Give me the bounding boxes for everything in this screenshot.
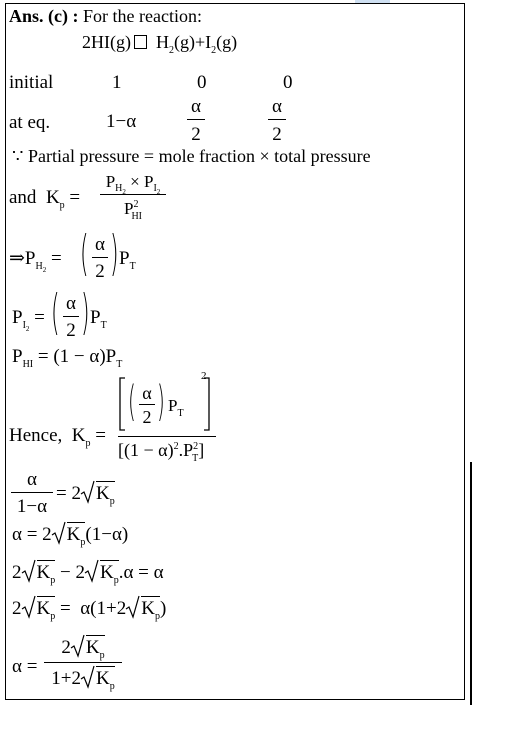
ph2-lhs: $\Rightarrow P_{H_2}$ = — [9, 248, 62, 274]
sqrt-icon — [22, 560, 36, 584]
sqrt-icon — [22, 596, 36, 620]
sqrt-icon — [71, 635, 85, 659]
eq-label: at eq. — [9, 112, 51, 133]
step5-lhs: α = — [12, 656, 38, 677]
step1-rhs: = 2 $K_p$ — [56, 483, 115, 507]
initial-hi: 1 — [112, 72, 122, 93]
pi2-pt: $P_T$ — [90, 307, 107, 331]
step5-fraction: 2 $K_p$ 1+2 $K_p$ — [44, 638, 122, 688]
reactant: 2HI(g) — [82, 32, 131, 52]
answer-heading — [9, 7, 202, 25]
phi-line: $P_{HI} = (1 - \alpha)P_T$ — [12, 346, 123, 370]
step2: α = 2 $K_p(1-\alpha)$ — [12, 524, 129, 548]
step3: 2 $K_p - 2$ $K_p.\alpha = \alpha$ — [12, 562, 164, 586]
hence-lhs: Hence, $K_p$ = — [9, 425, 106, 449]
hence-right-paren: ) — [157, 375, 165, 427]
initial-h2: 0 — [197, 72, 207, 93]
sqrt-icon — [81, 666, 95, 690]
step1-fraction: α 1−α — [11, 470, 53, 516]
reaction-equation: 2HI(g) $H_2(g)+I_2(g)$ — [82, 32, 238, 56]
hence-fraction-bar — [118, 436, 216, 437]
hence-left-paren: ( — [128, 375, 136, 427]
hence-square: 2 — [201, 370, 207, 382]
initial-i2: 0 — [283, 72, 293, 93]
hence-inner-fraction: α 2 — [139, 384, 155, 426]
pi2-left-paren: ( — [51, 286, 60, 342]
hence-denominator: $[(1 - \alpha)^2.P^2_T]$ — [118, 440, 205, 464]
equilibrium-arrow-icon — [134, 35, 147, 49]
pi2-fraction: α 2 — [63, 294, 79, 340]
hence-pt: $P_T$ — [168, 396, 184, 419]
sqrt-icon — [85, 560, 99, 584]
margin-rule — [470, 462, 472, 705]
intro-text: For the reaction: — [83, 6, 202, 26]
partial-pressure-statement: ∵ Partial pressure = mole fraction × total pressure — [12, 146, 371, 166]
sqrt-icon — [52, 522, 66, 546]
kp-definition-lhs: and $K_p$ = — [9, 187, 81, 211]
sqrt-icon — [81, 481, 95, 505]
step4: 2 $K_p = \alpha(1+2$ $K_p$) — [12, 598, 167, 622]
answer-label: Ans. (c) : — [9, 6, 79, 26]
sqrt-icon — [126, 596, 140, 620]
ph2-left-paren: ( — [80, 227, 89, 283]
kp-definition-fraction: $P_{H_2} \times P_{I_2}$ $P^2_{HI}$ — [100, 173, 166, 217]
eq-hi: 1−α — [106, 111, 137, 132]
eq-i2-fraction: α 2 — [268, 97, 286, 144]
ph2-right-paren: ) — [110, 227, 119, 283]
eq-h2-fraction: α 2 — [187, 97, 205, 144]
initial-label: initial — [9, 72, 54, 93]
pi2-lhs: $P_{I_2}$ = — [12, 307, 45, 333]
ph2-pt: $P_T$ — [119, 248, 136, 272]
pi2-right-paren: ) — [81, 286, 90, 342]
ph2-fraction: α 2 — [92, 235, 108, 281]
